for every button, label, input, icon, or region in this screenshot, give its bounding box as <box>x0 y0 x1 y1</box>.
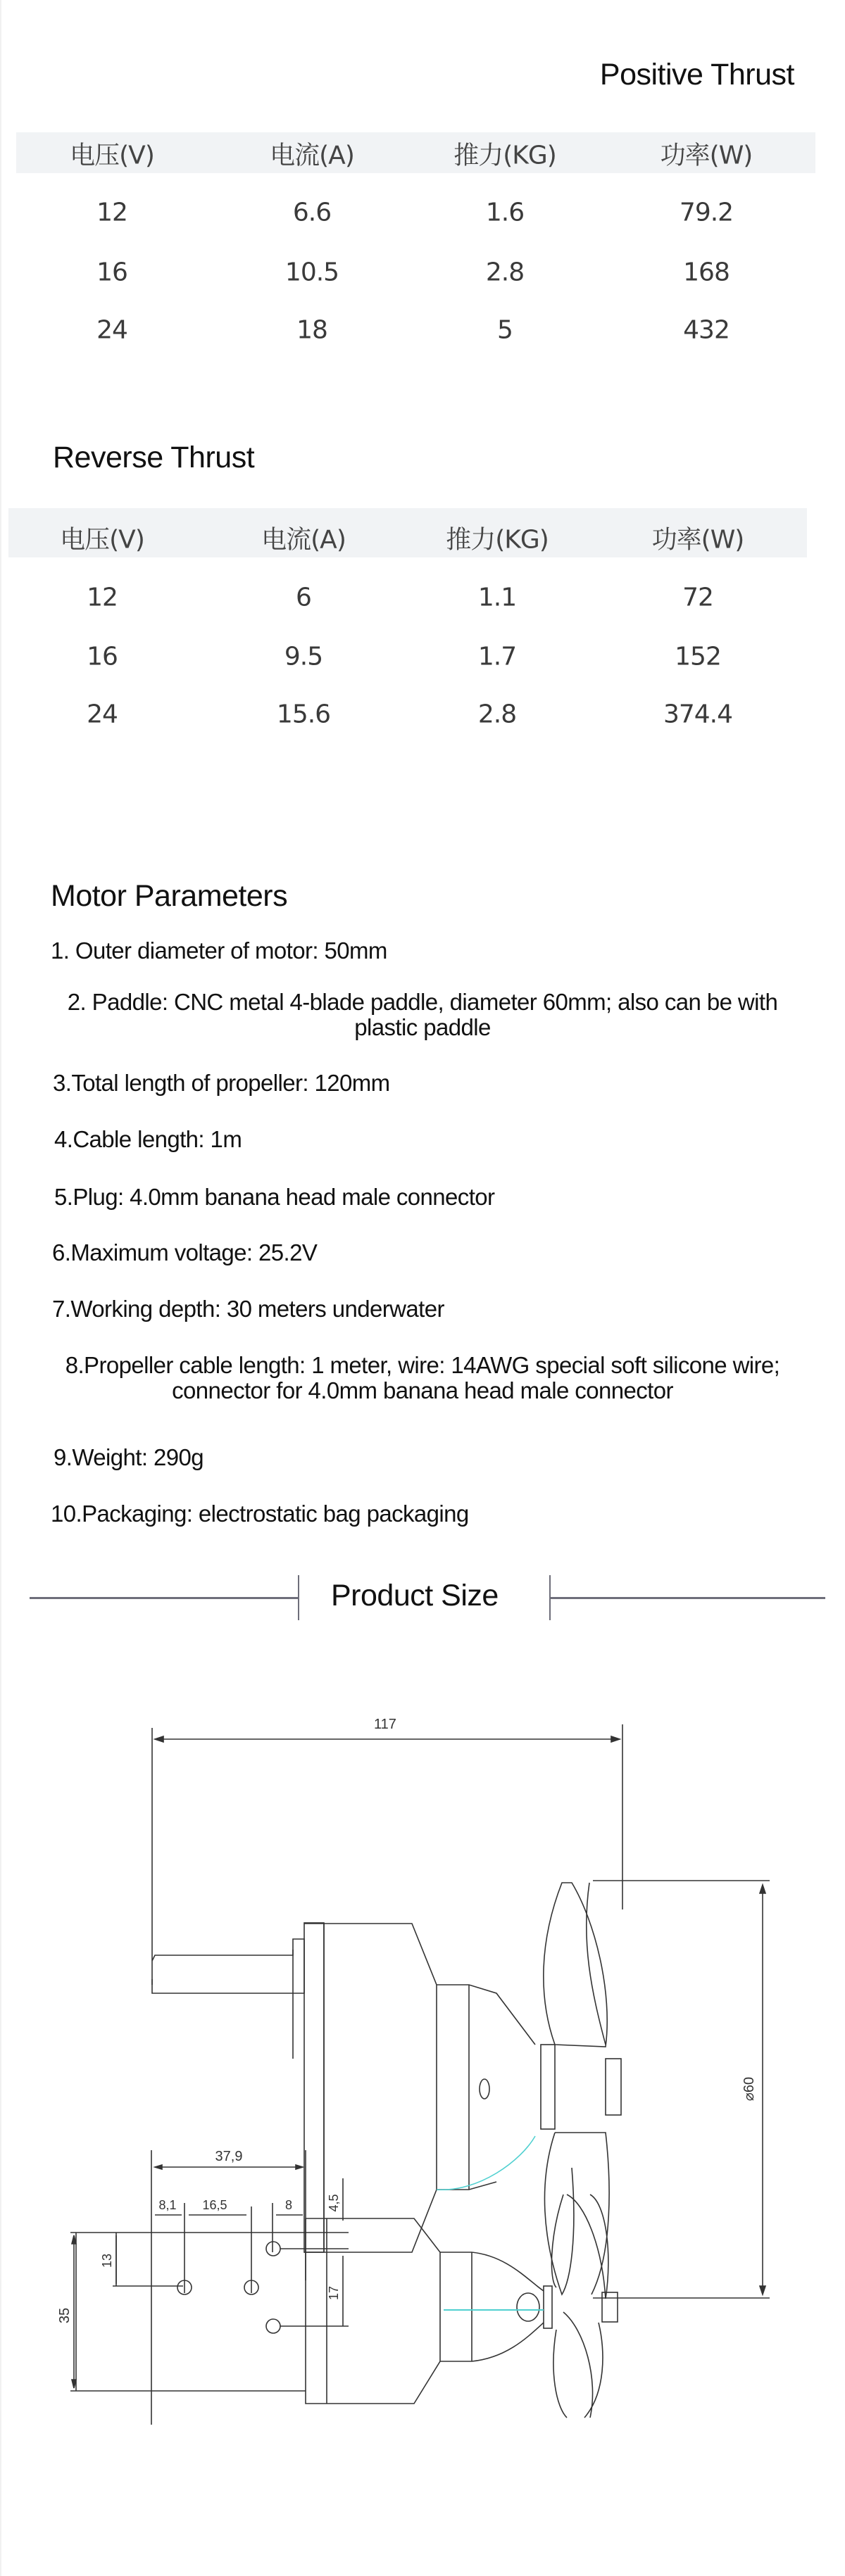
column-header: 电流(A) <box>261 525 346 555</box>
dimension-4-5: 4,5 <box>327 2194 341 2212</box>
dimension-16-5: 16,5 <box>202 2198 227 2212</box>
param-item: 9.Weight: 290g <box>54 1444 204 1470</box>
table-cell: 79.2 <box>679 198 734 227</box>
param-item: 3.Total length of propeller: 120mm <box>53 1070 390 1096</box>
table-cell: 12 <box>96 198 127 227</box>
side-view-drawing <box>127 1675 803 2102</box>
param-item: 5.Plug: 4.0mm banana head male connector <box>54 1184 495 1210</box>
dimension-8: 8 <box>284 2198 293 2212</box>
column-header: 电压(V) <box>60 525 144 555</box>
table-cell: 1.1 <box>477 583 517 612</box>
table-cell: 432 <box>683 315 730 345</box>
table-cell: 15.6 <box>276 700 331 729</box>
table-cell: 1.7 <box>477 642 517 671</box>
table-cell: 16 <box>96 258 127 287</box>
column-header: 电流(A) <box>270 141 354 170</box>
positive-thrust-title: Positive Thrust <box>599 58 794 91</box>
column-header: 功率(W) <box>660 141 753 170</box>
column-header: 推力(KG) <box>446 525 549 555</box>
column-header: 推力(KG) <box>453 141 556 170</box>
product-size-title: Product Size <box>331 1579 499 1612</box>
table-cell: 9.5 <box>284 642 323 671</box>
param-item: 6.Maximum voltage: 25.2V <box>52 1239 318 1265</box>
divider-left <box>30 1597 299 1599</box>
table-cell: 6.6 <box>292 198 332 227</box>
divider-right <box>551 1597 825 1599</box>
table-cell: 5 <box>497 315 513 345</box>
page-edge <box>0 0 1 2576</box>
table-cell: 1.6 <box>485 198 525 227</box>
param-item: 2. Paddle: CNC metal 4-blade paddle, diameter 60mm; also can be with plastic paddle <box>67 989 778 1040</box>
param-item: 8.Propeller cable length: 1 meter, wire: 14AWG special soft silicone wire; connector for 4.0mm banana head male connector <box>65 1352 780 1403</box>
column-header: 电压(V) <box>70 141 154 170</box>
table-cell: 2.8 <box>477 700 517 729</box>
table-cell: 24 <box>96 315 127 345</box>
divider-tick-left <box>298 1575 299 1620</box>
table-cell: 16 <box>87 642 118 671</box>
column-header: 功率(W) <box>651 525 744 555</box>
dimension-8-1: 8,1 <box>158 2198 177 2212</box>
dimension-length-label: 117 <box>374 1717 396 1732</box>
table-cell: 24 <box>87 700 118 729</box>
dimension-17: 17 <box>327 2285 341 2301</box>
table-cell: 2.8 <box>485 258 525 287</box>
table-cell: 72 <box>682 583 713 612</box>
dimension-35: 35 <box>57 2307 73 2324</box>
param-item: 4.Cable length: 1m <box>54 1126 242 1152</box>
table-cell: 374.4 <box>663 700 733 729</box>
param-item: 7.Working depth: 30 meters underwater <box>52 1296 444 1322</box>
reverse-thrust-title: Reverse Thrust <box>53 441 255 474</box>
table-cell: 152 <box>675 642 721 671</box>
motor-parameters-title: Motor Parameters <box>51 879 288 913</box>
dimension-diameter-label: ⌀60 <box>741 2076 757 2102</box>
top-view-drawing <box>42 2111 662 2449</box>
table-cell: 168 <box>683 258 730 287</box>
param-item: 10.Packaging: electrostatic bag packaging <box>51 1501 469 1527</box>
table-cell: 6 <box>296 583 311 612</box>
dimension-13: 13 <box>100 2253 114 2268</box>
param-item: 1. Outer diameter of motor: 50mm <box>51 937 387 964</box>
dimension-37-9: 37,9 <box>215 2149 243 2164</box>
table-cell: 10.5 <box>284 258 339 287</box>
table-cell: 18 <box>296 315 327 345</box>
table-cell: 12 <box>87 583 118 612</box>
